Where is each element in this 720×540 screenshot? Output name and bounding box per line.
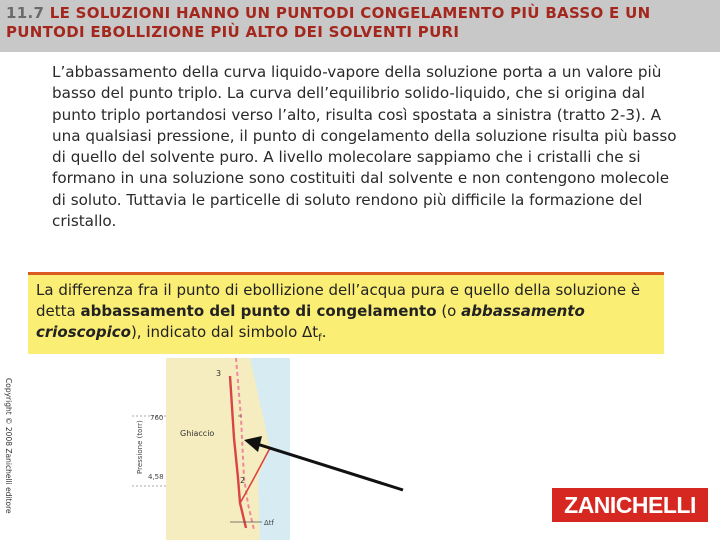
- definition-part1: La differenza fra il punto di ebollizione dell’acqua pura e quello della soluzione è detta: [36, 281, 641, 320]
- delta-label: Δtf: [264, 519, 274, 527]
- copyright-text: Copyright © 2008 Zanichelli editore: [4, 378, 13, 514]
- slide-title: [6, 4, 706, 42]
- ice-region-label: Ghiaccio: [180, 429, 215, 438]
- zanichelli-logo: ZANICHELLI: [552, 488, 708, 522]
- copyright-notice: [2, 378, 16, 528]
- point-2-label: 2: [240, 476, 246, 485]
- box-accent-line: [28, 272, 664, 275]
- definition-box: [28, 272, 664, 354]
- definition-term1: abbassamento del punto di congelamento: [80, 302, 437, 320]
- definition-subscript: f: [318, 333, 322, 344]
- title-bar: [0, 0, 720, 52]
- intro-paragraph: L’abbassamento della curva liquido-vapore della soluzione porta a un valore più basso del punto triplo. La curva dell’equilibrio solido-liquido, che si origina dal punto triplo portandosi verso l’alto, risulta così spostata a sinistra (tratto 2-3). A una qualsiasi pressione, il punto di congelamento della soluzione risulta più basso di quello del solvente puro. A livello molecolare sappiamo che i cristalli che si formano in una soluzione sono costituiti dal solvente e non contengono molecole di soluto. Tuttavia le particelle di soluto rendono più difficile la formazione del cristallo.: [52, 63, 677, 231]
- title-text: LE SOLUZIONI HANNO UN PUNTODI CONGELAMENTO PIÙ BASSO E UN PUNTODI EBOLLIZIONE PIÙ ALTO DEI SOLVENTI PURI: [6, 4, 651, 41]
- definition-part2: (o: [436, 302, 462, 320]
- y-axis-label: Pressione (torr): [136, 420, 144, 474]
- point-3-label: 3: [216, 369, 222, 378]
- section-number: 11.7: [6, 4, 45, 22]
- tick-760: 760: [150, 414, 164, 422]
- tick-458: 4,58: [148, 473, 164, 481]
- definition-text: [36, 280, 660, 349]
- phase-diagram: [120, 358, 290, 540]
- definition-part3: ), indicato dal simbolo Δt: [130, 323, 319, 341]
- definition-part4: .: [321, 323, 327, 341]
- definition-term2: abbassamento crioscopico: [36, 302, 585, 341]
